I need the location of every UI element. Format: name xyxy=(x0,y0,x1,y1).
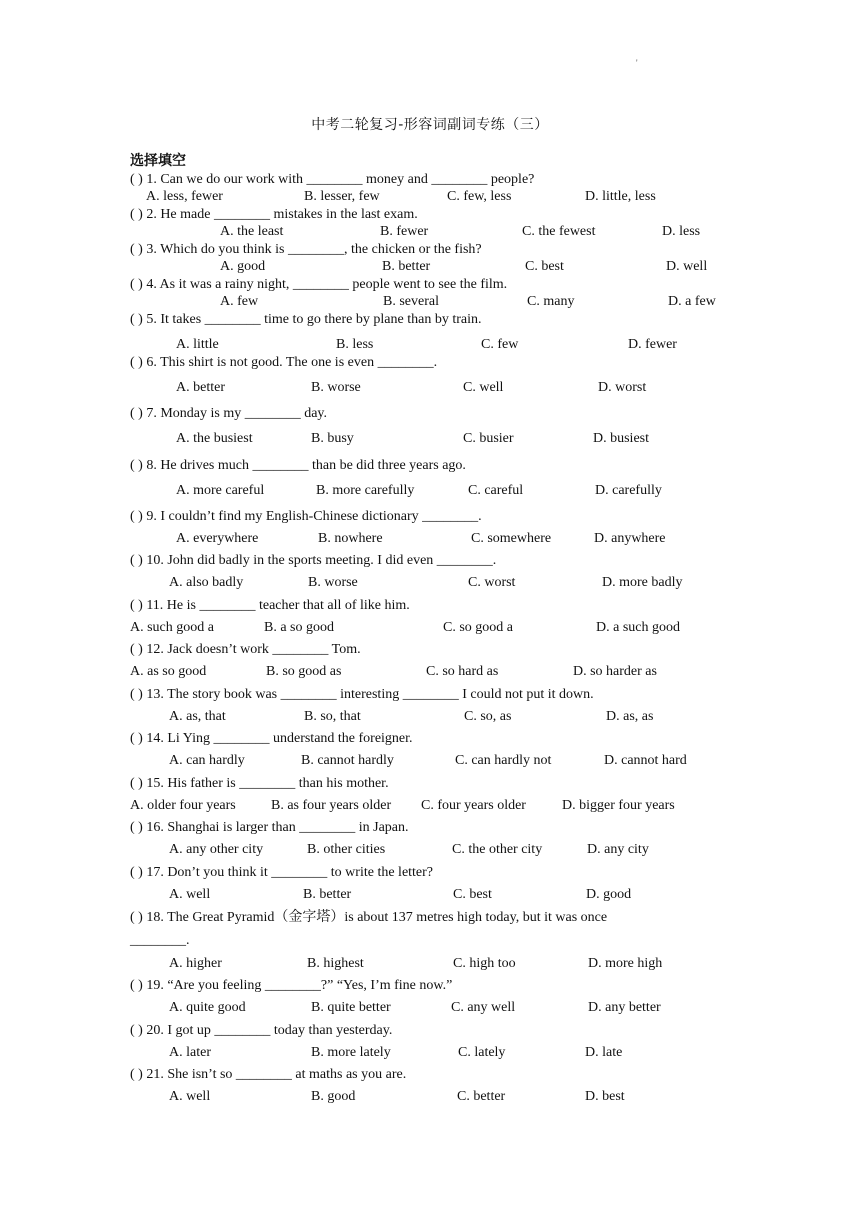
answer-option: B. so, that xyxy=(304,709,361,724)
answer-option: A. little xyxy=(176,337,219,352)
answer-option: D. carefully xyxy=(595,483,662,498)
answer-option: A. can hardly xyxy=(169,753,245,768)
answer-option: D. good xyxy=(586,887,632,902)
answer-option: A. as so good xyxy=(130,664,207,679)
answer-option: C. few, less xyxy=(447,189,512,204)
answer-option: B. quite better xyxy=(311,1000,391,1015)
answer-option: B. cannot hardly xyxy=(301,753,394,768)
answer-option: A. well xyxy=(169,1089,211,1104)
answer-option: B. worse xyxy=(308,575,358,590)
answer-option: C. somewhere xyxy=(471,531,552,546)
answer-option: C. any well xyxy=(451,1000,516,1015)
answer-option: D. so harder as xyxy=(573,664,657,679)
question-stem: ( ) 19. “Are you feeling ________?” “Yes, I’m fine now.” xyxy=(130,978,453,993)
answer-option: D. well xyxy=(666,259,708,274)
answer-option: C. so hard as xyxy=(426,664,499,679)
answer-option: D. bigger four years xyxy=(562,798,675,813)
answer-option: D. any better xyxy=(588,1000,661,1015)
answer-option: B. more carefully xyxy=(316,483,415,498)
answer-option: B. more lately xyxy=(311,1045,391,1060)
answer-option: B. good xyxy=(311,1089,356,1104)
answer-option: B. highest xyxy=(307,956,364,971)
answer-option: B. busy xyxy=(311,431,354,446)
answer-option: C. the fewest xyxy=(522,224,596,239)
answer-option: C. busier xyxy=(463,431,514,446)
answer-option: A. higher xyxy=(169,956,222,971)
answer-option: C. the other city xyxy=(452,842,543,857)
question-stem: ( ) 8. He drives much ________ than be did three years ago. xyxy=(130,458,466,473)
answer-option: B. so good as xyxy=(266,664,342,679)
answer-option: D. less xyxy=(662,224,701,239)
answer-option: D. busiest xyxy=(593,431,649,446)
answer-option: D. cannot hard xyxy=(604,753,687,768)
answer-option: C. four years older xyxy=(421,798,526,813)
answer-option: D. fewer xyxy=(628,337,677,352)
answer-option: C. high too xyxy=(453,956,516,971)
question-stem: ( ) 17. Don’t you think it ________ to write the letter? xyxy=(130,865,434,880)
answer-option: D. more badly xyxy=(602,575,683,590)
answer-option: C. careful xyxy=(468,483,524,498)
question-stem: ( ) 5. It takes ________ time to go there by plane than by train. xyxy=(130,312,482,327)
section-heading: 选择填空 xyxy=(130,153,186,169)
answer-option: A. quite good xyxy=(169,1000,246,1015)
answer-option: B. less xyxy=(336,337,374,352)
answer-option: D. anywhere xyxy=(594,531,666,546)
answer-option: B. a so good xyxy=(264,620,334,635)
question-stem: ( ) 6. This shirt is not good. The one is even ________. xyxy=(130,355,438,370)
header-mark: ' xyxy=(636,58,638,68)
question-stem: ( ) 1. Can we do our work with ________ money and ________ people? xyxy=(130,172,535,187)
question-stem: ( ) 15. His father is ________ than his mother. xyxy=(130,776,389,791)
answer-option: D. more high xyxy=(588,956,663,971)
answer-option: B. better xyxy=(382,259,431,274)
answer-option: A. as, that xyxy=(169,709,226,724)
answer-option: C. few xyxy=(481,337,519,352)
answer-option: B. fewer xyxy=(380,224,429,239)
answer-option: A. few xyxy=(220,294,259,309)
answer-option: B. worse xyxy=(311,380,361,395)
question-stem: ( ) 14. Li Ying ________ understand the foreigner. xyxy=(130,731,413,746)
question-stem: ( ) 13. The story book was ________ interesting ________ I could not put it down. xyxy=(130,687,594,702)
answer-option: A. the busiest xyxy=(176,431,253,446)
question-stem: ( ) 10. John did badly in the sports meeting. I did even ________. xyxy=(130,553,497,568)
answer-option: A. later xyxy=(169,1045,211,1060)
question-stem: ( ) 4. As it was a rainy night, ________ people went to see the film. xyxy=(130,277,508,292)
answer-option: D. as, as xyxy=(606,709,654,724)
answer-option: D. late xyxy=(585,1045,623,1060)
answer-option: B. lesser, few xyxy=(304,189,380,204)
answer-option: B. better xyxy=(303,887,352,902)
answer-option: A. more careful xyxy=(176,483,265,498)
question-stem: ( ) 11. He is ________ teacher that all of like him. xyxy=(130,598,410,613)
answer-option: B. nowhere xyxy=(318,531,383,546)
answer-option: D. a few xyxy=(668,294,716,309)
answer-option: A. less, fewer xyxy=(146,189,223,204)
answer-option: A. the least xyxy=(220,224,284,239)
answer-option: C. better xyxy=(457,1089,506,1104)
answer-option: B. other cities xyxy=(307,842,386,857)
answer-option: C. well xyxy=(463,380,504,395)
question-stem: ( ) 3. Which do you think is ________, the chicken or the fish? xyxy=(130,242,482,257)
answer-option: C. can hardly not xyxy=(455,753,552,768)
question-stem: ( ) 18. The Great Pyramid（金字塔）is about 137 metres high today, but it was once xyxy=(130,910,608,925)
question-stem: ( ) 9. I couldn’t find my English-Chinese dictionary ________. xyxy=(130,509,482,524)
answer-option: A. older four years xyxy=(130,798,236,813)
page-title: 中考二轮复习-形容词副词专练（三） xyxy=(311,117,549,133)
answer-option: B. several xyxy=(383,294,439,309)
answer-option: D. best xyxy=(585,1089,625,1104)
question-stem: ( ) 16. Shanghai is larger than ________ in Japan. xyxy=(130,820,409,835)
answer-option: C. lately xyxy=(458,1045,506,1060)
answer-option: C. best xyxy=(453,887,492,902)
question-stem: ( ) 20. I got up ________ today than yesterday. xyxy=(130,1023,393,1038)
question-stem-continued: ________. xyxy=(130,933,190,948)
question-stem: ( ) 12. Jack doesn’t work ________ Tom. xyxy=(130,642,361,657)
answer-option: C. worst xyxy=(468,575,516,590)
answer-option: C. so good a xyxy=(443,620,513,635)
answer-option: C. best xyxy=(525,259,564,274)
answer-option: A. such good a xyxy=(130,620,214,635)
answer-option: C. many xyxy=(527,294,575,309)
question-stem: ( ) 7. Monday is my ________ day. xyxy=(130,406,328,421)
question-stem: ( ) 2. He made ________ mistakes in the last exam. xyxy=(130,207,418,222)
answer-option: D. a such good xyxy=(596,620,680,635)
answer-option: A. everywhere xyxy=(176,531,259,546)
answer-option: A. good xyxy=(220,259,266,274)
answer-option: D. worst xyxy=(598,380,647,395)
question-stem: ( ) 21. She isn’t so ________ at maths as you are. xyxy=(130,1067,407,1082)
answer-option: B. as four years older xyxy=(271,798,392,813)
answer-option: C. so, as xyxy=(464,709,512,724)
answer-option: A. any other city xyxy=(169,842,264,857)
answer-option: D. any city xyxy=(587,842,649,857)
answer-option: A. well xyxy=(169,887,211,902)
answer-option: D. little, less xyxy=(585,189,656,204)
answer-option: A. also badly xyxy=(169,575,244,590)
answer-option: A. better xyxy=(176,380,225,395)
